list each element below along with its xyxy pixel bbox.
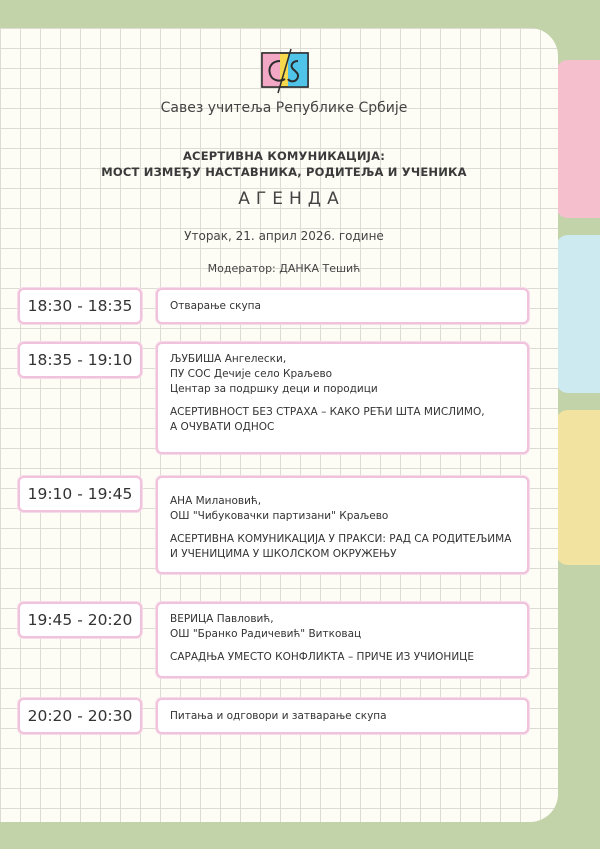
time-slot: 19:45 - 20:20 — [18, 602, 142, 638]
talk-title: АСЕРТИВНА КОМУНИКАЦИЈА У ПРАКСИ: РАД СА РОДИТЕЉИМА — [170, 533, 512, 545]
tab-yellow — [556, 410, 600, 565]
agenda-item — [156, 602, 529, 678]
speaker-name: ЉУБИША Ангелески, — [170, 353, 287, 365]
talk-title: А ОЧУВАТИ ОДНОС — [170, 421, 275, 433]
time-slot: 19:10 - 19:45 — [18, 476, 142, 512]
speaker-affiliation: ОШ "Бранко Радичевић" Витковац — [170, 628, 362, 640]
moderator: Модератор: ДАНКА Тешић — [207, 262, 361, 275]
agenda-item — [156, 288, 529, 324]
event-title-line2: МОСТ ИЗМЕЂУ НАСТАВНИКА, РОДИТЕЉА И УЧЕНИКА — [101, 165, 467, 179]
time-slot: 18:30 - 18:35 — [18, 288, 142, 324]
item-description: Отварање скупа — [170, 300, 261, 312]
speaker-affiliation: Центар за подршку деци и породици — [170, 383, 378, 395]
sus-logo-icon — [258, 47, 310, 95]
time-slot: 20:20 - 20:30 — [18, 698, 142, 734]
event-date: Уторак, 21. април 2026. године — [184, 229, 384, 243]
time-slot: 18:35 - 19:10 — [18, 342, 142, 378]
talk-title: И УЧЕНИЦИМА У ШКОЛСКОМ ОКРУЖЕЊУ — [170, 548, 397, 560]
agenda-item — [156, 476, 529, 574]
item-description: Питања и одговори и затварање скупа — [170, 710, 387, 722]
speaker-affiliation: ПУ СОС Дечије село Краљево — [170, 368, 333, 380]
tab-blue — [556, 235, 600, 393]
agenda-item — [156, 342, 529, 454]
speaker-name: ВЕРИЦА Павловић, — [170, 613, 274, 625]
event-title-line1: АСЕРТИВНА КОМУНИКАЦИЈА: — [182, 149, 386, 163]
organization-name: Савез учитеља Републике Србије — [160, 100, 408, 116]
speaker-name: АНА Милановић, — [170, 495, 262, 507]
speaker-affiliation: ОШ "Чибуковачки партизани" Краљево — [170, 510, 389, 522]
talk-title: САРАДЊА УМЕСТО КОНФЛИКТА – ПРИЧЕ ИЗ УЧИОНИЦЕ — [170, 651, 474, 663]
talk-title: АСЕРТИВНОСТ БЕЗ СТРАХА – КАКО РЕЋИ ШТА МИСЛИМО, — [170, 406, 485, 418]
agenda-heading: АГЕНДА — [238, 189, 345, 209]
agenda-item — [156, 698, 529, 734]
